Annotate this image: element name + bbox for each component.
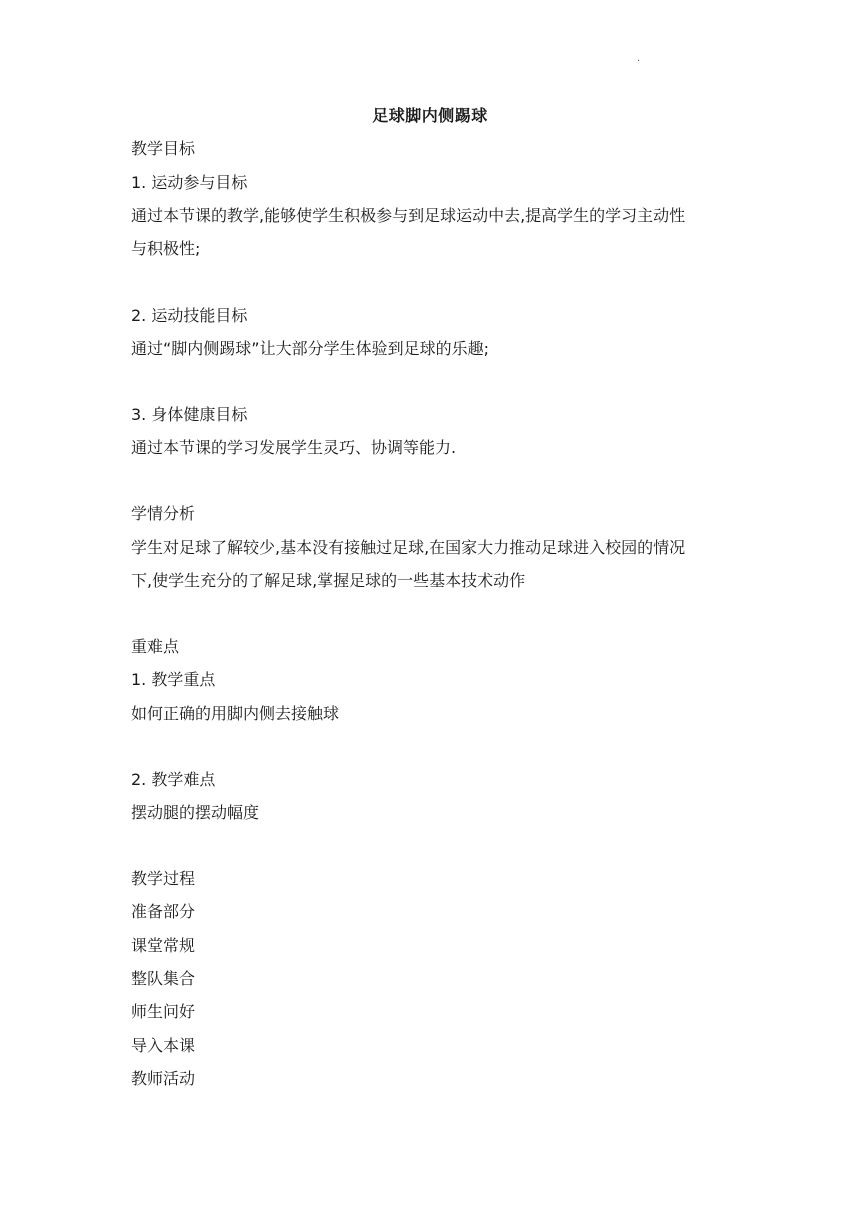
- objective-2-heading: 2. 运动技能目标: [131, 306, 248, 325]
- process-item: 整队集合: [131, 969, 196, 988]
- objective-1-text-line-2: 与积极性;: [131, 239, 201, 258]
- process-heading: 教学过程: [131, 869, 196, 888]
- process-item: 准备部分: [131, 902, 196, 921]
- objective-3-heading: 3. 身体健康目标: [131, 405, 248, 424]
- document-title: 足球脚内侧踢球: [372, 106, 488, 125]
- keypoint-2-heading: 2. 教学难点: [131, 770, 216, 789]
- objectives-heading: 教学目标: [131, 139, 196, 158]
- process-item: 课堂常规: [131, 936, 196, 955]
- process-item: 教师活动: [131, 1069, 196, 1088]
- corner-mark: ·: [637, 56, 641, 67]
- process-item: 导入本课: [131, 1036, 196, 1055]
- keypoint-1-text: 如何正确的用脚内侧去接触球: [131, 704, 340, 723]
- keypoints-heading: 重难点: [131, 637, 180, 656]
- objective-2-text: 通过“脚内侧踢球”让大部分学生体验到足球的乐趣;: [131, 339, 489, 358]
- process-item: 师生问好: [131, 1002, 196, 1021]
- objective-1-text-line-1: 通过本节课的教学,能够使学生积极参与到足球运动中去,提高学生的学习主动性: [131, 206, 686, 225]
- keypoint-2-text: 摆动腿的摆动幅度: [131, 803, 260, 822]
- objective-1-heading: 1. 运动参与目标: [131, 173, 248, 192]
- analysis-text-line-1: 学生对足球了解较少,基本没有接触过足球,在国家大力推动足球进入校园的情况: [131, 538, 686, 557]
- analysis-text-line-2: 下,使学生充分的了解足球,掌握足球的一些基本技术动作: [131, 571, 526, 590]
- keypoint-1-heading: 1. 教学重点: [131, 670, 216, 689]
- objective-3-text: 通过本节课的学习发展学生灵巧、协调等能力.: [131, 438, 457, 457]
- analysis-heading: 学情分析: [131, 504, 196, 523]
